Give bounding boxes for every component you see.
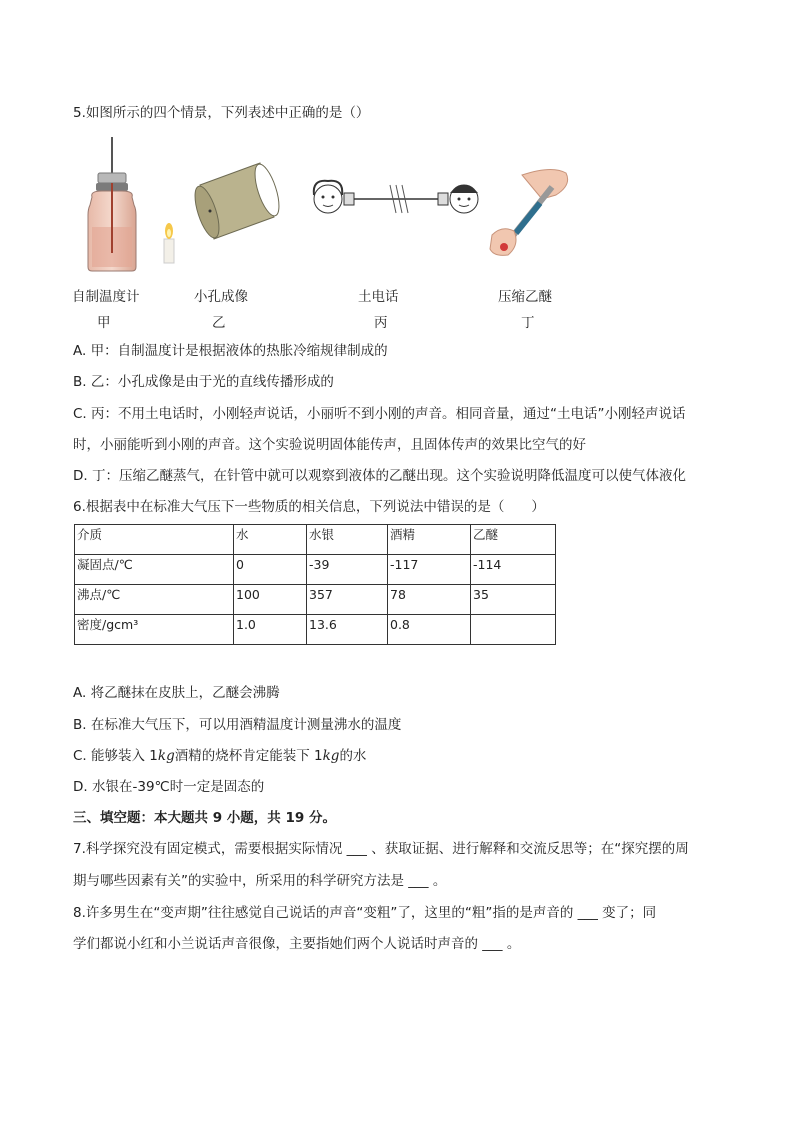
table-cell: 酒精 — [388, 525, 471, 555]
table-cell: 1.0 — [234, 615, 307, 645]
q8-line1: 8.许多男生在“变声期”往往感觉自己说话的声音“变粗”了，这里的“粗”指的是声音的 ___ 变了；同 — [73, 905, 657, 921]
q5-figures — [70, 135, 590, 331]
figure-caption-1: 自制温度计 — [72, 289, 140, 305]
table-cell: -114 — [471, 555, 556, 585]
table-cell: 357 — [307, 585, 388, 615]
table-row — [75, 555, 556, 585]
figure-caption-2: 小孔成像 — [194, 289, 248, 305]
table-cell: -117 — [388, 555, 471, 585]
table-cell: 78 — [388, 585, 471, 615]
table-cell: 乙醚 — [471, 525, 556, 555]
q6-option-c — [73, 747, 366, 765]
table-cell: 100 — [234, 585, 307, 615]
unit-kg: kg — [157, 748, 175, 764]
table-header-row — [75, 525, 556, 555]
syringe-figure — [482, 165, 572, 265]
q6-option-d: D. 水银在-39℃时一定是固态的 — [73, 779, 265, 795]
table-cell: 35 — [471, 585, 556, 615]
q5-option-a: A. 甲：自制温度计是根据液体的热胀冷缩规律制成的 — [73, 343, 388, 359]
figure-caption-3: 土电话 — [358, 289, 399, 305]
properties-table — [74, 524, 556, 645]
figure-caption-4: 压缩乙醚 — [498, 289, 552, 305]
table-cell: 水银 — [307, 525, 388, 555]
q5-option-d: D. 丁：压缩乙醚蒸气，在针管中就可以观察到液体的乙醚出现。这个实验说明降低温度可以使气体液化 — [73, 468, 686, 484]
q6-option-c-text: 的水 — [339, 748, 367, 764]
table-cell: 水 — [234, 525, 307, 555]
table-row — [75, 615, 556, 645]
figure-label-4: 丁 — [521, 315, 535, 331]
table-cell: 凝固点/℃ — [75, 555, 234, 585]
q7-line2: 期与哪些因素有关”的实验中，所采用的科学研究方法是 ___ 。 — [73, 873, 447, 889]
table-cell: 0 — [234, 555, 307, 585]
q6-option-a: A. 将乙醚抹在皮肤上，乙醚会沸腾 — [73, 685, 280, 701]
table-cell: 密度/gcm³ — [75, 615, 234, 645]
table-cell: 13.6 — [307, 615, 388, 645]
q6-option-c-text: C. 能够装入 1 — [73, 748, 158, 764]
unit-kg: kg — [322, 748, 340, 764]
string-telephone-figure — [306, 175, 506, 245]
figure-label-2: 乙 — [212, 315, 226, 331]
q7-line1: 7.科学探究没有固定模式，需要根据实际情况 ___ 、获取证据、进行解释和交流反思等；在“探究摆的周 — [73, 841, 689, 857]
table-cell: 介质 — [75, 525, 234, 555]
figure-label-3: 丙 — [374, 315, 388, 331]
q5-stem: 5.如图所示的四个情景，下列表述中正确的是（） — [73, 105, 370, 121]
table-cell — [471, 615, 556, 645]
q6-option-c-text: 酒精的烧杯肯定能装下 1 — [174, 748, 323, 764]
q6-stem: 6.根据表中在标准大气压下一些物质的相关信息，下列说法中错误的是（ ） — [73, 499, 545, 515]
thermometer-bottle-figure — [78, 135, 188, 275]
table-cell: -39 — [307, 555, 388, 585]
table-cell: 0.8 — [388, 615, 471, 645]
section-title: 三、填空题：本大题共 9 小题，共 19 分。 — [73, 810, 336, 826]
pinhole-camera-figure — [190, 155, 290, 245]
q8-line2: 学们都说小红和小兰说话声音很像，主要指她们两个人说话时声音的 ___ 。 — [73, 936, 521, 952]
q5-option-c-line1: C. 丙：不用土电话时，小刚轻声说话，小丽听不到小刚的声音。相同音量，通过“土电话”小刚轻声说话 — [73, 406, 686, 422]
table-cell: 沸点/℃ — [75, 585, 234, 615]
q5-option-b: B. 乙：小孔成像是由于光的直线传播形成的 — [73, 374, 334, 390]
q6-option-b: B. 在标准大气压下，可以用酒精温度计测量沸水的温度 — [73, 717, 402, 733]
figure-label-1: 甲 — [97, 315, 111, 331]
table-row — [75, 585, 556, 615]
q5-option-c-line2: 时，小丽能听到小刚的声音。这个实验说明固体能传声，且固体传声的效果比空气的好 — [73, 437, 586, 453]
